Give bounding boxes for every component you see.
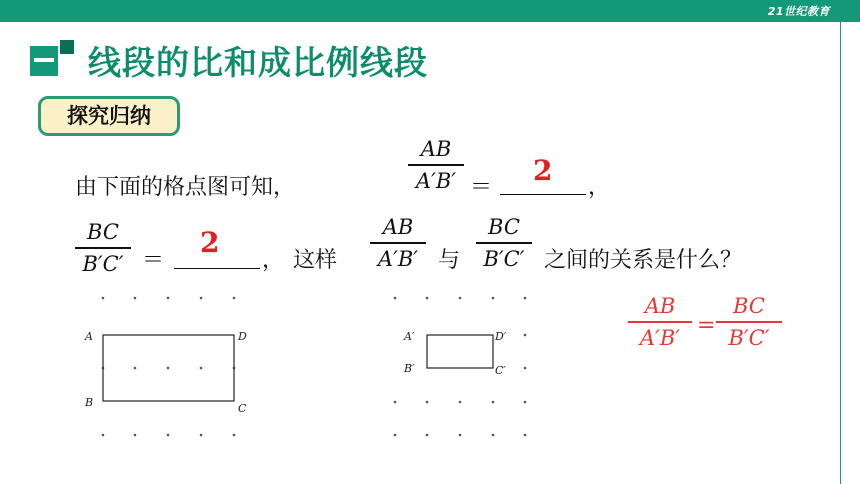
- fraction-bc-over-b1c1: [476, 214, 532, 272]
- result-right-fraction: [716, 293, 782, 351]
- grid-diagram-large: [78, 290, 258, 445]
- fraction-numerator: BC: [733, 294, 765, 318]
- fraction-ab-over-a1b1: [370, 214, 426, 272]
- brand-logo: 21世纪教育: [767, 5, 830, 18]
- right-border-line: [840, 22, 841, 484]
- point-label-d: D: [238, 330, 247, 343]
- answer-blank-1: [500, 194, 586, 195]
- result-left-fraction: [628, 293, 692, 351]
- point-label-d-prime: D′: [495, 330, 507, 343]
- equals-sign: ＝: [142, 248, 165, 273]
- fraction-bar: [75, 247, 131, 249]
- fraction-numerator: AB: [382, 215, 414, 239]
- point-label-a-prime: A′: [404, 330, 415, 343]
- fraction-numerator: AB: [644, 294, 676, 318]
- point-label-b-prime: B′: [404, 362, 415, 375]
- comma: ，: [262, 248, 285, 273]
- answer-1: 2: [533, 154, 553, 187]
- fraction-bar: [408, 164, 464, 166]
- fraction-bar: [370, 242, 426, 244]
- fraction-denominator: A′B′: [377, 246, 419, 271]
- answer-blank-2: [174, 268, 260, 269]
- fraction-numerator: AB: [420, 137, 452, 161]
- text-zheyang: 这样: [293, 248, 338, 273]
- top-bar: [0, 0, 860, 22]
- result-equals: =: [697, 313, 716, 338]
- title-block-icon: [30, 40, 74, 80]
- equals-sign: ＝: [470, 175, 493, 200]
- question-text: 之间的关系是什么？: [544, 248, 743, 273]
- point-label-b: B: [85, 396, 94, 409]
- line1-intro: 由下面的格点图可知，: [75, 175, 296, 200]
- comma: ，: [588, 175, 611, 200]
- grid-diagram-small: [392, 290, 532, 445]
- fraction-denominator: A′B′: [639, 325, 681, 350]
- fraction-bar: [628, 321, 692, 323]
- fraction-denominator: B′C′: [483, 246, 525, 271]
- fraction-ab-over-a1b1: [408, 136, 464, 194]
- answer-2: 2: [200, 226, 220, 259]
- fraction-numerator: BC: [488, 215, 520, 239]
- point-label-c-prime: C′: [495, 364, 506, 377]
- text-yu: 与: [438, 248, 461, 273]
- page-title: 线段的比和成比例线段: [88, 43, 428, 82]
- fraction-bar: [716, 321, 782, 323]
- fraction-numerator: BC: [87, 220, 119, 244]
- point-label-c: C: [238, 402, 247, 415]
- fraction-denominator: A′B′: [415, 168, 457, 193]
- fraction-denominator: B′C′: [82, 251, 124, 276]
- fraction-bc-over-b1c1: [75, 219, 131, 277]
- section-badge: 探究归纳: [38, 96, 180, 136]
- point-label-a: A: [85, 330, 93, 343]
- fraction-denominator: B′C′: [728, 325, 770, 350]
- fraction-bar: [476, 242, 532, 244]
